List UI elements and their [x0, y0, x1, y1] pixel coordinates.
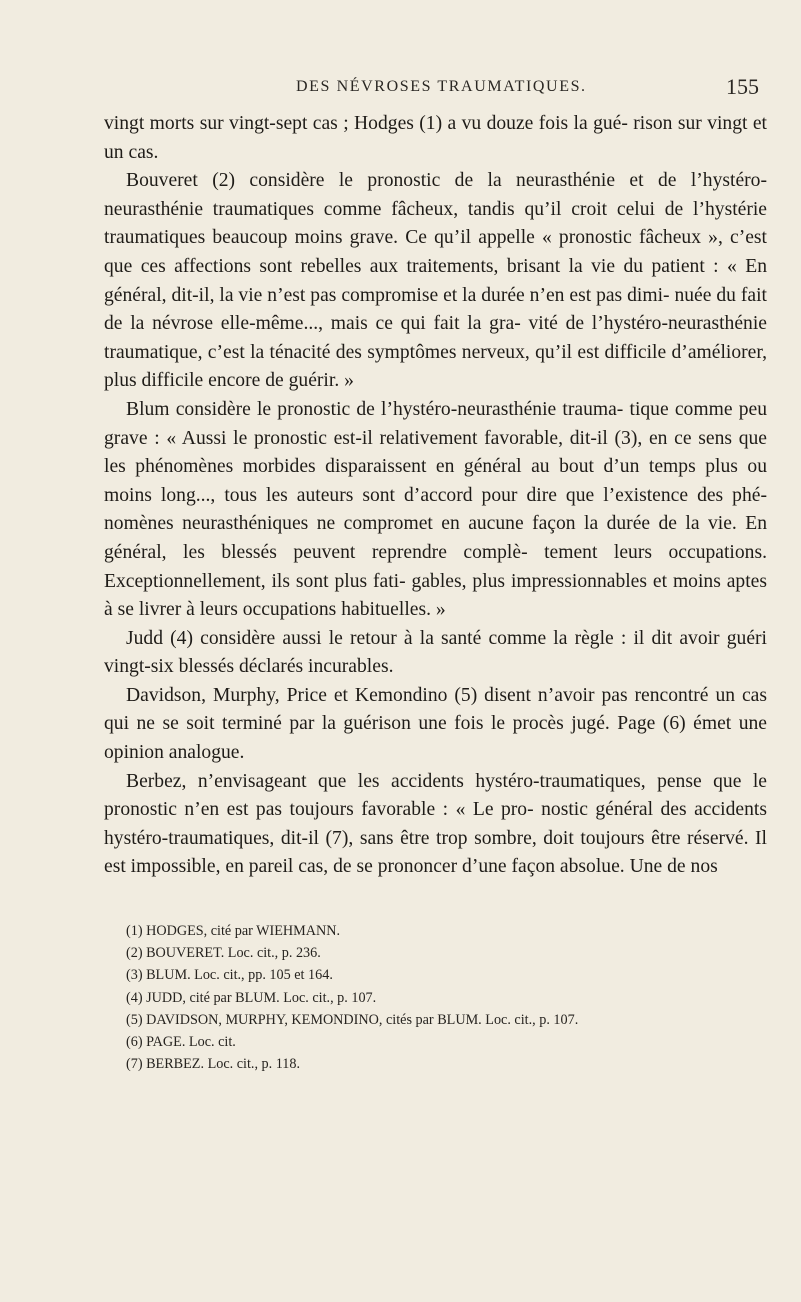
paragraph-6: Berbez, n’envisageant que les accidents hystéro-traumatiques, pense que le pronostic n’en est pas toujours favorable : « Le pro- nostic général des accidents hystéro-traumatiques, dit-il (7), sans être trop sombre, doit toujours être réservé. Il est impossible, en pareil cas, de se prononcer d’une façon absolue. Une de nos — [104, 770, 767, 878]
footnote-7: (7) BERBEZ. Loc. cit., p. 118. — [126, 1056, 301, 1073]
footnote-1: (1) HODGES, cité par WIEHMANN. — [126, 923, 341, 940]
body-text — [104, 110, 767, 882]
footnote-5: (5) DAVIDSON, MURPHY, KEMONDINO, cités par BLUM. Loc. cit., p. 107. — [126, 1011, 579, 1028]
running-title: DES NÉVROSES TRAUMATIQUES. — [296, 78, 587, 95]
paragraph-4: Judd (4) considère aussi le retour à la santé comme la règle : il dit avoir guéri vingt-six blessés déclarés incurables. — [104, 627, 767, 678]
footnotes — [104, 920, 767, 1075]
paragraph-3: Blum considère le pronostic de l’hystéro-neurasthénie trauma- tique comme peu grave : « Aussi le pronostic est-il relativement favorable, dit-il (3), en ce sens que les phénomènes morbides disparaissent en général au bout d’un temps plus ou moins long..., tous les auteurs sont d’accord pour dire que l’existence des phé- nomènes neurasthéniques ne compromet en aucune façon la durée de la vie. En général, les blessés peuvent reprendre complè- tement leurs occupations. Exceptionnellement, ils sont plus fati- gables, plus impressionnables et moins aptes à se livrer à leurs occupations habituelles. » — [104, 398, 767, 621]
footnote-4: (4) JUDD, cité par BLUM. Loc. cit., p. 107. — [126, 989, 377, 1006]
paragraph-5: Davidson, Murphy, Price et Kemondino (5) disent n’avoir pas rencontré un cas qui ne se soit terminé par la guérison une fois le procès jugé. Page (6) émet une opinion analogue. — [104, 684, 767, 764]
footnote-2: (2) BOUVERET. Loc. cit., p. 236. — [126, 945, 321, 962]
paragraph-1: vingt morts sur vingt-sept cas ; Hodges (1) a vu douze fois la gué- rison sur vingt et un cas. — [104, 113, 767, 163]
page-number: 155 — [726, 74, 759, 99]
footnote-6: (6) PAGE. Loc. cit. — [126, 1034, 236, 1051]
running-head — [104, 74, 767, 110]
footnote-3: (3) BLUM. Loc. cit., pp. 105 et 164. — [126, 967, 333, 984]
paragraph-2: Bouveret (2) considère le pronostic de la neurasthénie et de l’hystéro-neurasthénie traumatiques comme fâcheux, tandis qu’il croit celui de l’hystérie traumatiques beaucoup moins grave. Ce qu’il appelle « pronostic fâcheux », c’est que ces affections sont rebelles aux traitements, brisant la vie du patient : « En général, dit-il, la vie n’est pas compromise et la durée n’en est pas dimi- nuée du fait de la névrose elle-même..., mais ce qui fait la gra- vité de l’hystéro-neurasthénie traumatique, c’est la ténacité des symptômes nerveux, qu’il est difficile d’améliorer, plus difficile encore de guérir. » — [104, 170, 767, 392]
